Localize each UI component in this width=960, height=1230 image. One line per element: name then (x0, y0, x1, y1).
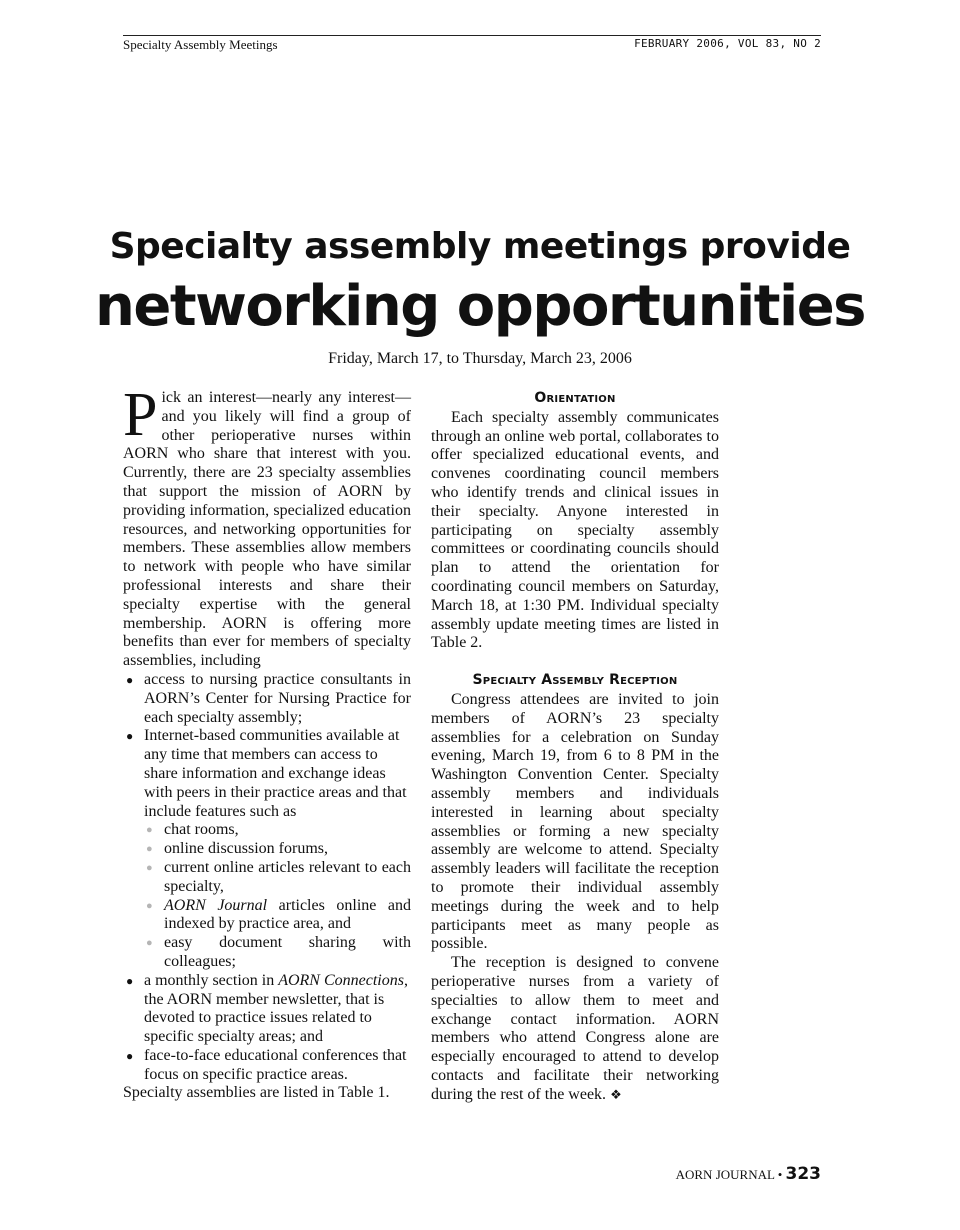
running-header (123, 35, 821, 53)
sublist-item: ● AORN Journal articles online and indexed by practice area, and (144, 897, 411, 935)
end-of-article-mark: ❖ (610, 1086, 622, 1102)
header-issue-info: FEBRUARY 2006, VOL 83, NO 2 (634, 37, 821, 50)
drop-cap: P (123, 381, 158, 449)
orientation-heading: Orientation (534, 390, 616, 406)
list-item: ● access to nursing practice consultants in AORN’s Center for Nursing Practice for each specialty assembly; (123, 671, 411, 727)
sublist-item: ● current online articles relevant to each specialty, (144, 859, 411, 897)
orientation-paragraph: Each specialty assembly communicates through an online web portal, collaborates to offer specialized educational events, and convenes coordinating council members who identify trends and clinical issues in their specialty. Anyone interested in participating on specialty assembly committees or coordinating councils should plan to attend the orientation for coordinating council members on Saturday, March 18, at 1:30 PM. Individual specialty assembly update meeting times are listed in Table 2. (431, 408, 719, 652)
list-item: ● Internet-based communities available at any time that members can access to share information and exchange ideas with peers in their practice areas and that include features such as ● chat rooms, ● online discussion forums, ● current online articles relevant to each specialty, ● AORN Journal articles online and indexed by practice area, and ● easy document sharing with colleagues; (123, 727, 411, 971)
intro-paragraph (123, 381, 411, 671)
article-dateline: Friday, March 17, to Thursday, March 23, 2006 (328, 350, 632, 367)
sublist-item: ● online discussion forums, (144, 840, 411, 859)
reception-heading: Specialty Assembly Reception (472, 672, 678, 689)
header-section-title: Specialty Assembly Meetings (123, 37, 278, 52)
benefits-list (123, 671, 411, 1085)
article-title-line1: Specialty assembly meetings provide (109, 226, 851, 267)
page-footer (676, 1164, 821, 1184)
reception-paragraph-1: Congress attendees are invited to join members of AORN’s 23 specialty assemblies for a celebration on Sunday evening, March 19, from 6 to 8 PM in the Washington Convention Center. Specialty assembly members and individuals interested in learning about specialty assemblies or forming a new specialty assembly are welcome to attend. Specialty assembly leaders will facilitate the reception to promote their individual assembly meetings during the week and to help participants meet as many people as possible. (431, 690, 719, 953)
sublist-item: ● easy document sharing with colleagues; (144, 934, 411, 972)
reception-paragraph-2: The reception is designed to convene perioperative nurses from a variety of specialties to allow them to meet and exchange contact information. AORN members who attend Congress alone are especially encouraged to attend to develop contacts and facilitate their networking during the rest of the week. ❖ (431, 954, 719, 1103)
page-number: 323 (785, 1164, 821, 1184)
article-title-line2: networking opportunities (94, 274, 866, 339)
footer-separator: • (777, 1167, 783, 1182)
tables-reference: Specialty assemblies are listed in Table 1. (123, 1084, 390, 1102)
sublist-item: ● chat rooms, (144, 821, 411, 840)
features-sublist (144, 821, 411, 971)
list-item: ● face-to-face educational conferences that focus on specific practice areas. (123, 1047, 411, 1085)
intro-text: ick an interest—nearly any interest—and you likely will find a group of other perioperative nurses within AORN who share that interest with you. Currently, there are 23 specialty assemblies that support the mission of AORN by providing information, specialized education resources, and networking opportunities for members. These assemblies allow members to network with people who have similar professional interests and share their specialty expertise with the general membership. AORN is offering more benefits than ever for members of specialty assemblies, including (123, 389, 411, 670)
footer-journal-name: AORN JOURNAL (675, 1167, 775, 1182)
left-column (123, 381, 411, 1103)
list-item: ● a monthly section in AORN Connections, the AORN member newsletter, that is devoted to practice issues related to specific specialty areas; and (123, 972, 411, 1047)
right-column (431, 389, 719, 1104)
